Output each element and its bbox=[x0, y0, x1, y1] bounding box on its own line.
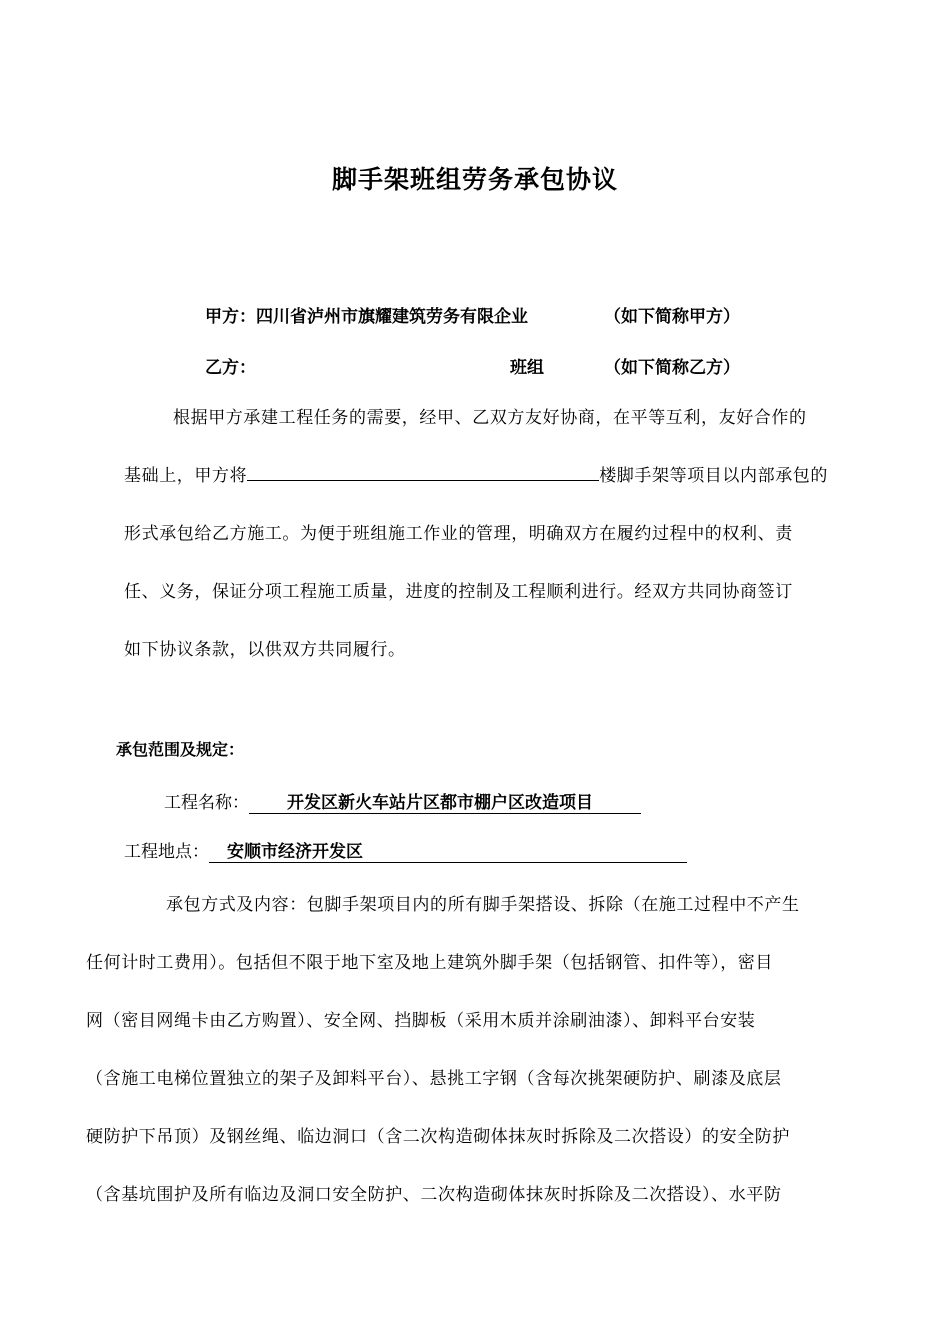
party-b-note: （如下简称乙方） bbox=[604, 358, 740, 378]
intro-line-2-pre: 基础上，甲方将 bbox=[124, 466, 248, 486]
scope-content-line-5: 硬防护下吊顶）及钢丝绳、临边洞口（含二次构造砌体抹灰时拆除及二次搭设）的安全防护 bbox=[86, 1127, 790, 1147]
scope-content-line-4: （含施工电梯位置独立的架子及卸料平台）、悬挑工字钢（含每次挑架硬防护、刷漆及底层 bbox=[86, 1069, 782, 1089]
project-site-value: 安顺市经济开发区 bbox=[209, 837, 687, 863]
document-title: 脚手架班组劳务承包协议 bbox=[331, 165, 618, 194]
scope-content-line-6: （含基坑围护及所有临边及洞口安全防护、二次构造砌体抹灰时拆除及二次搭设）、水平防 bbox=[86, 1185, 782, 1205]
intro-line-2 bbox=[124, 461, 828, 486]
party-b-label: 乙方： bbox=[205, 358, 256, 378]
party-a-note: （如下简称甲方） bbox=[604, 307, 740, 327]
project-site-label: 工程地点： bbox=[124, 842, 209, 862]
scope-content-line-3: 网（密目网绳卡由乙方购置）、安全网、挡脚板（采用木质并涂刷油漆）、卸料平台安装 bbox=[86, 1011, 756, 1031]
project-name-value: 开发区新火车站片区都市棚户区改造项目 bbox=[249, 788, 641, 814]
intro-line-4: 任、义务，保证分项工程施工质量，进度的控制及工程顺利进行。经双方共同协商签订 bbox=[124, 582, 793, 602]
project-name-row bbox=[164, 788, 641, 814]
intro-line-3: 形式承包给乙方施工。为便于班组施工作业的管理，明确双方在履约过程中的权利、责 bbox=[124, 524, 793, 544]
party-a-label: 甲方：四川省泸州市旗耀建筑劳务有限企业 bbox=[205, 307, 528, 327]
intro-line-1: 根据甲方承建工程任务的需要，经甲、乙双方友好协商，在平等互利，友好合作的 bbox=[173, 408, 807, 428]
project-name-label: 工程名称： bbox=[164, 793, 249, 813]
scope-heading: 承包范围及规定： bbox=[116, 740, 245, 759]
intro-line-5: 如下协议条款，以供双方共同履行。 bbox=[124, 640, 406, 660]
scope-content-line-2: 任何计时工费用）。包括但不限于地下室及地上建筑外脚手架（包括钢管、扣件等），密目 bbox=[86, 953, 773, 973]
scope-content-line-1: 承包方式及内容：包脚手架项目内的所有脚手架搭设、拆除（在施工过程中不产生 bbox=[166, 895, 800, 915]
intro-line-2-post: 楼脚手架等项目以内部承包的 bbox=[599, 466, 829, 486]
party-b-team: 班组 bbox=[510, 358, 544, 378]
project-site-row bbox=[124, 837, 687, 863]
intro-blank-project bbox=[247, 464, 599, 481]
